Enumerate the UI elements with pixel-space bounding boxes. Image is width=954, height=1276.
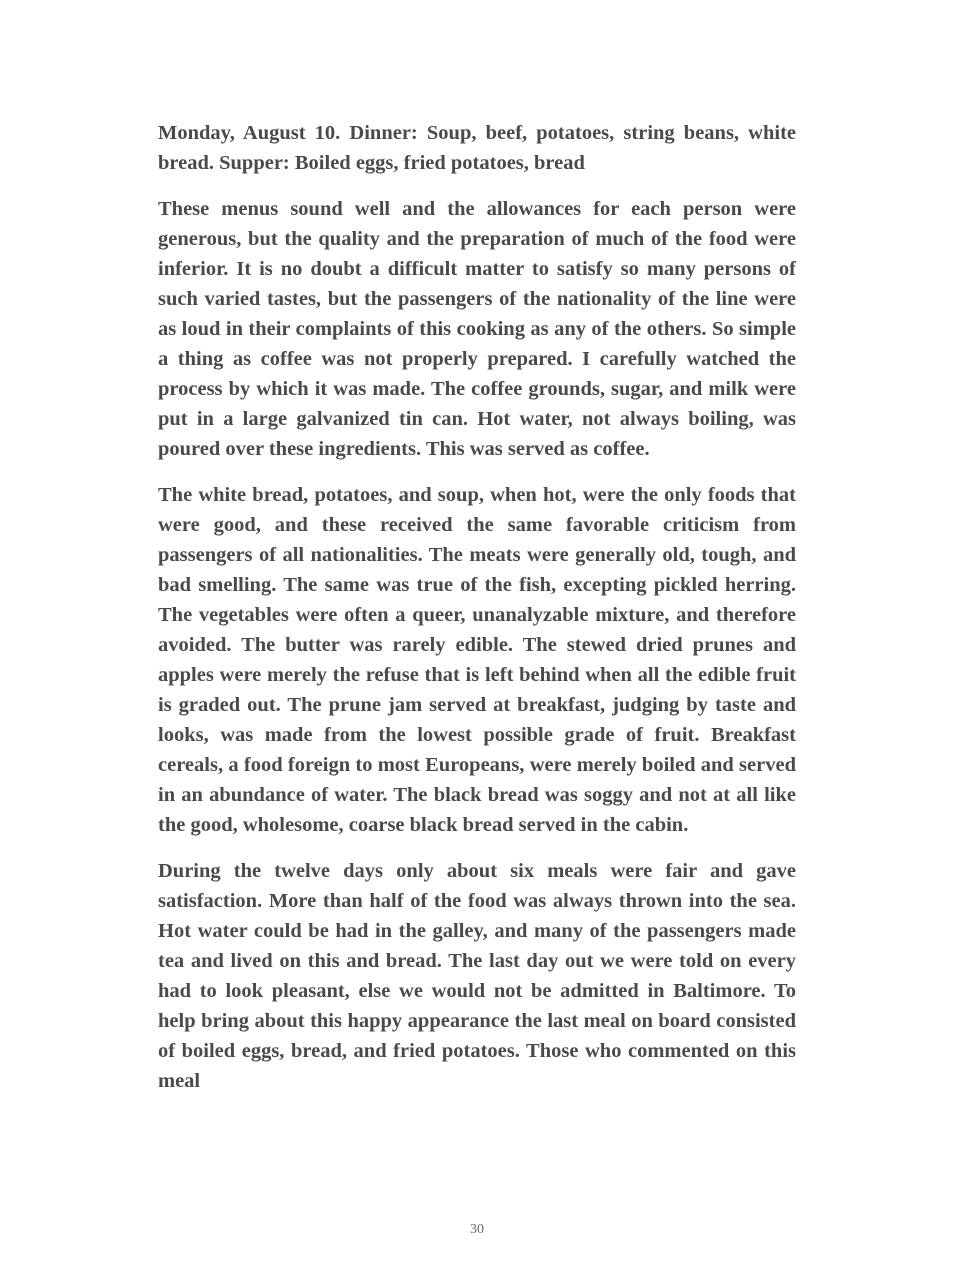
paragraph-foods: The white bread, potatoes, and soup, when hot, were the only foods that were good, and these received the same favorable criticism from passengers of all nationalities. The meats were generally old, tough, and bad smelling. The same was true of the fish, excepting pickled herring. The vegetables were often a queer, unanalyzable mixture, and therefore avoided. The butter was rarely edible. The stewed dried prunes and apples were merely the refuse that is left behind when all the edible fruit is graded out. The prune jam served at breakfast, judging by taste and looks, was made from the lowest possible grade of fruit. Breakfast cereals, a food foreign to most Europeans, were merely boiled and served in an abundance of water. The black bread was soggy and not at all like the good, wholesome, coarse black bread served in the cabin. [158,484,796,836]
page-number: 30 [470,1222,484,1237]
body-text [158,118,796,1112]
paragraph-menu: Monday, August 10. Dinner: Soup, beef, potatoes, string beans, white bread. Supper: Boiled eggs, fried potatoes, bread [158,122,796,174]
paragraph-twelve-days: During the twelve days only about six meals were fair and gave satisfaction. More than half of the food was always thrown into the sea. Hot water could be had in the galley, and many of the passengers made tea and lived on this and bread. The last day out we were told on every had to look pleasant, else we would not be admitted in Baltimore. To help bring about this happy appearance the last meal on board consisted of boiled eggs, bread, and fried potatoes. Those who commented on this meal [158,860,796,1092]
paragraph-quality: These menus sound well and the allowances for each person were generous, but the quality and the preparation of much of the food were inferior. It is no doubt a difficult matter to satisfy so many persons of such varied tastes, but the passengers of the nationality of the line were as loud in their complaints of this cooking as any of the others. So simple a thing as coffee was not properly prepared. I carefully watched the process by which it was made. The coffee grounds, sugar, and milk were put in a large galvanized tin can. Hot water, not always boiling, was poured over these ingredients. This was served as coffee. [158,198,796,460]
